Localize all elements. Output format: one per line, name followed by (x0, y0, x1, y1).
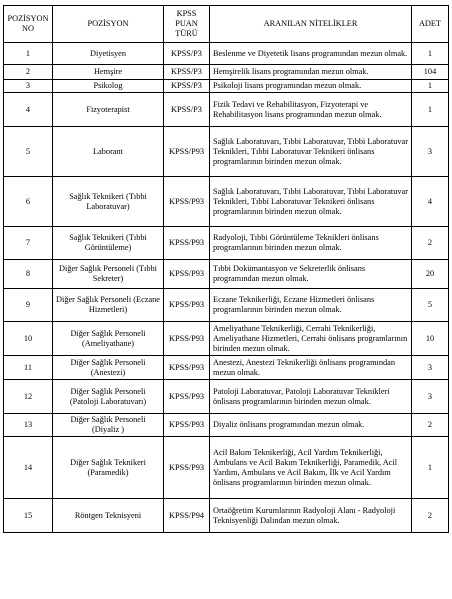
kpss-type-cell: KPSS/P3 (164, 43, 210, 65)
count-cell: 10 (412, 322, 449, 356)
position-no-cell: 5 (4, 127, 53, 177)
position-no-cell: 1 (4, 43, 53, 65)
position-name-cell: Laborant (53, 127, 164, 177)
header-position: POZİSYON (53, 6, 164, 43)
position-no-cell: 9 (4, 289, 53, 322)
count-cell: 1 (412, 93, 449, 127)
header-row (4, 6, 449, 43)
table-row (4, 80, 449, 93)
kpss-type-cell: KPSS/P93 (164, 380, 210, 414)
table-row (4, 380, 449, 414)
count-cell: 20 (412, 260, 449, 289)
position-name-cell: Psikolog (53, 80, 164, 93)
position-no-cell: 15 (4, 499, 53, 533)
count-cell: 2 (412, 414, 449, 437)
requirements-cell: Acil Bakım Teknikerliği, Acil Yardım Teknikerliği, Ambulans ve Acil Bakım Teknikerliği, Paramedik, Acil Yardım, Ambulans ve Acil Bakım, İlk ve Acil Yardım önlisans programlarının birinden mezun olmak. (210, 437, 412, 499)
position-no-cell: 12 (4, 380, 53, 414)
kpss-type-cell: KPSS/P93 (164, 414, 210, 437)
requirements-cell: Anestezi, Anestezi Teknikerliği önlisans programından mezun olmak. (210, 356, 412, 380)
position-name-cell: Diğer Sağlık Personeli (Tıbbi Sekreter) (53, 260, 164, 289)
position-name-cell: Diğer Sağlık Personeli (Eczane Hizmetleri) (53, 289, 164, 322)
kpss-type-cell: KPSS/P93 (164, 289, 210, 322)
requirements-cell: Tıbbi Dokümantasyon ve Sekreterlik önlisans programından mezun olmak. (210, 260, 412, 289)
table-row (4, 414, 449, 437)
header-requirements: ARANILAN NİTELİKLER (210, 6, 412, 43)
table-row (4, 127, 449, 177)
position-no-cell: 3 (4, 80, 53, 93)
kpss-type-cell: KPSS/P93 (164, 127, 210, 177)
position-name-cell: Diğer Sağlık Personeli (Anestezi) (53, 356, 164, 380)
requirements-cell: Radyoloji, Tıbbi Görüntüleme Teknikleri önlisans programlarının birinden mezun olmak. (210, 227, 412, 260)
count-cell: 1 (412, 437, 449, 499)
kpss-type-cell: KPSS/P93 (164, 260, 210, 289)
requirements-cell: Diyaliz önlisans programından mezun olmak. (210, 414, 412, 437)
table-row (4, 356, 449, 380)
header-kpss-type: KPSS PUAN TÜRÜ (164, 6, 210, 43)
kpss-type-cell: KPSS/P93 (164, 437, 210, 499)
kpss-type-cell: KPSS/P93 (164, 356, 210, 380)
count-cell: 3 (412, 356, 449, 380)
table-row (4, 289, 449, 322)
header-position-no: POZİSYON NO (4, 6, 53, 43)
position-no-cell: 6 (4, 177, 53, 227)
count-cell: 3 (412, 127, 449, 177)
position-name-cell: Sağlık Teknikeri (Tıbbi Görüntüleme) (53, 227, 164, 260)
kpss-type-cell: KPSS/P3 (164, 65, 210, 80)
count-cell: 2 (412, 499, 449, 533)
position-name-cell: Röntgen Teknisyeni (53, 499, 164, 533)
position-no-cell: 13 (4, 414, 53, 437)
position-name-cell: Diğer Sağlık Personeli (Patoloji Laboratuvarı) (53, 380, 164, 414)
table-row (4, 177, 449, 227)
header-count: ADET (412, 6, 449, 43)
kpss-type-cell: KPSS/P93 (164, 322, 210, 356)
count-cell: 2 (412, 227, 449, 260)
position-no-cell: 2 (4, 65, 53, 80)
count-cell: 4 (412, 177, 449, 227)
count-cell: 1 (412, 80, 449, 93)
position-name-cell: Sağlık Teknikeri (Tıbbi Laboratuvar) (53, 177, 164, 227)
table-body (4, 43, 449, 533)
kpss-type-cell: KPSS/P94 (164, 499, 210, 533)
positions-table (3, 5, 449, 533)
requirements-cell: Eczane Teknikerliği, Eczane Hizmetleri önlisans programlarının birinden mezun olmak. (210, 289, 412, 322)
position-name-cell: Diyetisyen (53, 43, 164, 65)
table-row (4, 93, 449, 127)
kpss-type-cell: KPSS/P3 (164, 93, 210, 127)
table-row (4, 499, 449, 533)
table-row (4, 227, 449, 260)
table-row (4, 322, 449, 356)
count-cell: 5 (412, 289, 449, 322)
requirements-cell: Sağlık Laboratuvarı, Tıbbi Laboratuvar, Tıbbi Laboratuvar Teknikleri, Tıbbi Laboratuvar Teknikeri önlisans programlarının birinden mezun olmak. (210, 177, 412, 227)
table-row (4, 260, 449, 289)
kpss-type-cell: KPSS/P3 (164, 80, 210, 93)
requirements-cell: Sağlık Laboratuvarı, Tıbbi Laboratuvar, Tıbbi Laboratuvar Teknikleri, Tıbbi Laboratuvar Teknikeri önlisans programlarının birinden mezun olmak. (210, 127, 412, 177)
position-no-cell: 10 (4, 322, 53, 356)
requirements-cell: Ortaöğretim Kurumlarının Radyoloji Alanı - Radyoloji Teknisyenliği Dalından mezun olmak. (210, 499, 412, 533)
requirements-cell: Hemşirelik lisans programından mezun olmak. (210, 65, 412, 80)
kpss-type-cell: KPSS/P93 (164, 227, 210, 260)
position-no-cell: 8 (4, 260, 53, 289)
position-name-cell: Fizyoterapist (53, 93, 164, 127)
count-cell: 3 (412, 380, 449, 414)
requirements-cell: Ameliyathane Teknikerliği, Cerrahi Teknikerliği, Ameliyathane Hizmetleri, Cerrahi önlisans programlarının birinden mezun olmak. (210, 322, 412, 356)
position-name-cell: Diğer Sağlık Teknikeri (Paramedik) (53, 437, 164, 499)
position-no-cell: 14 (4, 437, 53, 499)
count-cell: 104 (412, 65, 449, 80)
kpss-type-cell: KPSS/P93 (164, 177, 210, 227)
position-name-cell: Diğer Sağlık Personeli (Ameliyathane) (53, 322, 164, 356)
position-name-cell: Diğer Sağlık Personeli (Diyaliz ) (53, 414, 164, 437)
table-row (4, 65, 449, 80)
position-no-cell: 11 (4, 356, 53, 380)
count-cell: 1 (412, 43, 449, 65)
requirements-cell: Psikoloji lisans programından mezun olmak. (210, 80, 412, 93)
requirements-cell: Fizik Tedavi ve Rehabilitasyon, Fizyoterapi ve Rehabilitasyon lisans programından mezun olmak. (210, 93, 412, 127)
requirements-cell: Beslenme ve Diyetetik lisans programından mezun olmak. (210, 43, 412, 65)
table-row (4, 437, 449, 499)
table-header (4, 6, 449, 43)
requirements-cell: Patoloji Laboratuvar, Patoloji Laboratuvar Teknikleri önlisans programlarının birinden mezun olmak. (210, 380, 412, 414)
position-no-cell: 7 (4, 227, 53, 260)
position-name-cell: Hemşire (53, 65, 164, 80)
position-no-cell: 4 (4, 93, 53, 127)
table-row (4, 43, 449, 65)
